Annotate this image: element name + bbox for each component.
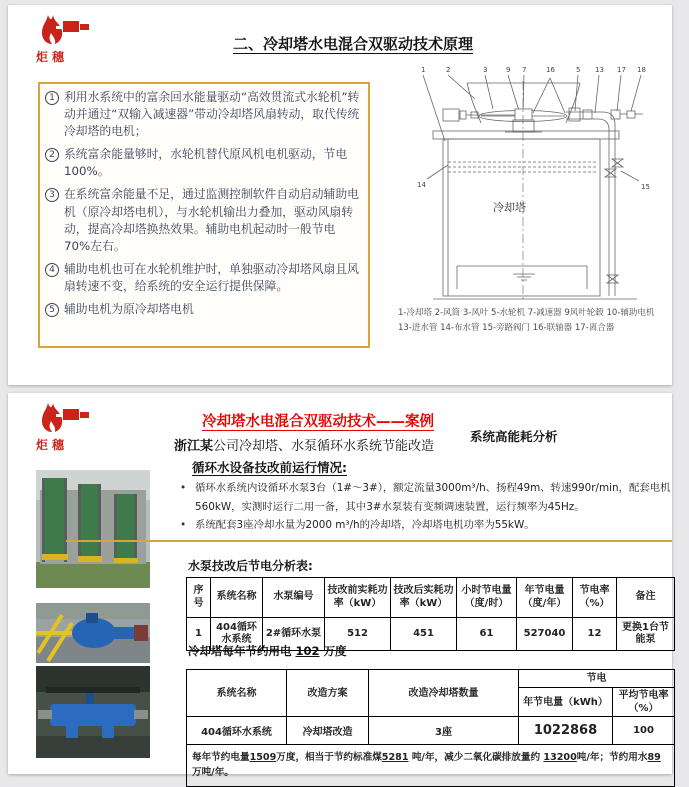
company-logo [36,401,108,453]
col-header: 序号 [187,578,211,618]
callout-7: 7 [522,66,527,74]
cooling-tower-diagram [394,61,678,336]
footer-underlined-value: 1509 [249,752,277,764]
item-number-circle: 2 [45,148,59,162]
callout-17: 17 [617,66,626,74]
cell: 100 [613,717,675,745]
col-header: 平均节电率（%） [613,688,675,717]
callout-13: 13 [595,66,604,74]
item-number-circle: 4 [45,263,59,277]
col-header: 技改后实耗功率（kW） [391,578,457,618]
principle-item [45,186,361,254]
bullet-marker: • [180,519,187,532]
cell: 1022868 [519,717,613,745]
bullet-item [180,479,685,516]
principle-item [45,261,361,295]
item-number-circle: 1 [45,91,59,105]
diagram-legend-line1: 1-冷却塔 2-风筒 3-风叶 5-水轮机 7-减速器 9风叶轮毂 10-辅助电机 [398,308,655,318]
principle-list-box [38,82,370,348]
bullet-item [180,516,685,535]
logo-text: 炬穗 [36,438,69,452]
annual-saving-note [188,643,347,659]
gold-divider-line [66,540,672,542]
footer-text: 万吨/年。 [192,766,234,778]
bullet-text: 循环水系统内设循环水泵3台（1#～3#），额定流量3000m³/h、扬程49m、转速990r/min，配套电机560kW，实测时运行二用一备，其中3#水泵装有变频调速装置，运行频率为45Hz。 [195,482,671,513]
subtitle-company: 浙江某 [174,439,214,454]
energy-analysis-heading: 系统高能耗分析 [470,429,558,444]
flame-logo-icon [36,401,90,435]
principle-item [45,301,361,318]
cell: 527040 [517,618,573,651]
col-header: 技改前实耗功率（kW） [325,578,391,618]
cell: 61 [457,618,517,651]
callout-15: 15 [641,183,650,191]
col-header: 年节电量（kWh） [519,688,613,717]
cell: 12 [573,618,617,651]
table-header-row [187,578,675,618]
callout-5: 5 [576,66,581,74]
table-row [187,717,675,745]
col-header: 系统名称 [211,578,263,618]
water-turbine-unit-photo [36,666,150,758]
cell: 404循环水系统 [187,717,287,745]
callout-14: 14 [417,181,426,189]
cell: 更换1台节能泵 [617,618,675,651]
diagram-legend-line2: 13-进水管 14-布水管 15-旁路阀门 16-联轴器 17-离合器 [398,323,615,334]
col-header: 小时节电量（度/时） [457,578,517,618]
tower-label: 冷却塔 [493,201,526,214]
table-header-row [187,670,675,688]
callout-18: 18 [637,66,646,74]
principle-item [45,146,361,180]
circulating-pump-photo [36,603,150,663]
slide-case-study [8,393,672,778]
col-header-group: 节电 [519,670,675,688]
company-logo [36,13,108,65]
callout-3: 3 [483,66,488,74]
principle-item [45,89,361,140]
footer-text: 吨/年，减少二氧化碳排放量约 [408,752,544,764]
col-header: 水泵编号 [263,578,325,618]
cell: 404循环水系统 [211,618,263,651]
retrofit-summary-table [186,669,675,787]
slide1-title: 二、冷却塔水电混合双驱动技术原理 [232,35,473,53]
pre-retrofit-bullets [180,479,685,535]
callout-9: 9 [506,66,511,74]
col-header: 系统名称 [187,670,287,717]
logo-text: 炬穗 [36,50,69,64]
footer-text: 每年节约电量 [192,752,250,764]
footer-underlined-value: 89 [647,752,661,764]
item-number-circle: 5 [45,303,59,317]
cell: 3座 [369,717,519,745]
bullet-text: 系统配套3座冷却水量为2000 m³/h的冷却塔，冷却塔电机功率为55kW。 [195,519,535,532]
slide2-title: 冷却塔水电混合双驱动技术——案例 [202,414,434,430]
col-header: 改造方案 [287,670,369,717]
cell: 512 [325,618,391,651]
slide2-subtitle [174,435,434,454]
bullet-marker: • [180,482,187,494]
callout-1: 1 [421,66,426,74]
footer-underlined-value: 5281 [381,752,409,764]
col-header: 节电率（%） [573,578,617,618]
callout-2: 2 [446,66,451,74]
cell: 451 [391,618,457,651]
col-header: 改造冷却塔数量 [369,670,519,717]
flame-logo-icon [36,13,90,47]
cell: 2#循环水泵 [263,618,325,651]
footer-text: 万度，相当于节约标准煤 [276,752,382,764]
note-value: 102 [295,644,320,658]
principle-text: 在系统富余能量不足，通过监测控制软件自动启动辅助电机（原冷却塔电机），与水轮机输出力叠加，驱动风扇转动，提高冷却塔换热效果。辅助电机起动时一般节电70%左右。 [64,187,359,253]
cell: 冷却塔改造 [287,717,369,745]
table-footer-row [187,745,675,787]
note-prefix: 冷却塔每年节约用电 [188,644,292,658]
pump-savings-table [186,577,675,651]
item-number-circle: 3 [45,188,59,202]
subtitle-rest: 公司冷却塔、水泵循环水系统节能改造 [213,439,435,454]
slide-principle [8,5,672,385]
col-header: 备注 [617,578,675,618]
principle-text: 辅助电机为原冷却塔电机 [64,302,194,317]
summary-footer [187,745,675,787]
principle-text: 辅助电机也可在水轮机维护时，单独驱动冷却塔风扇且风扇转速不变，给系统的安全运行提供保障。 [64,261,359,293]
principle-text: 利用水系统中的富余回水能量驱动“高效贯流式水轮机”转动并通过“双输入减速器”带动冷却塔风扇转动，取代传统冷却塔的电机； [64,90,360,139]
pump-table-caption: 水泵技改后节电分析表: [188,559,313,573]
cooling-tower-drawing [394,61,678,305]
pre-retrofit-heading: 循环水设备技改前运行情况: [192,460,347,475]
note-suffix: 万度 [323,644,347,658]
callout-16: 16 [546,66,555,74]
cooling-tower-site-photo [36,470,150,588]
cell: 1 [187,618,211,651]
footer-text: 吨/年；节约用水 [576,752,648,764]
principle-text: 系统富余能量够时，水轮机替代原风机电机驱动，节电100%。 [64,147,348,179]
footer-underlined-value: 13200 [543,752,577,764]
col-header: 年节电量（度/年） [517,578,573,618]
